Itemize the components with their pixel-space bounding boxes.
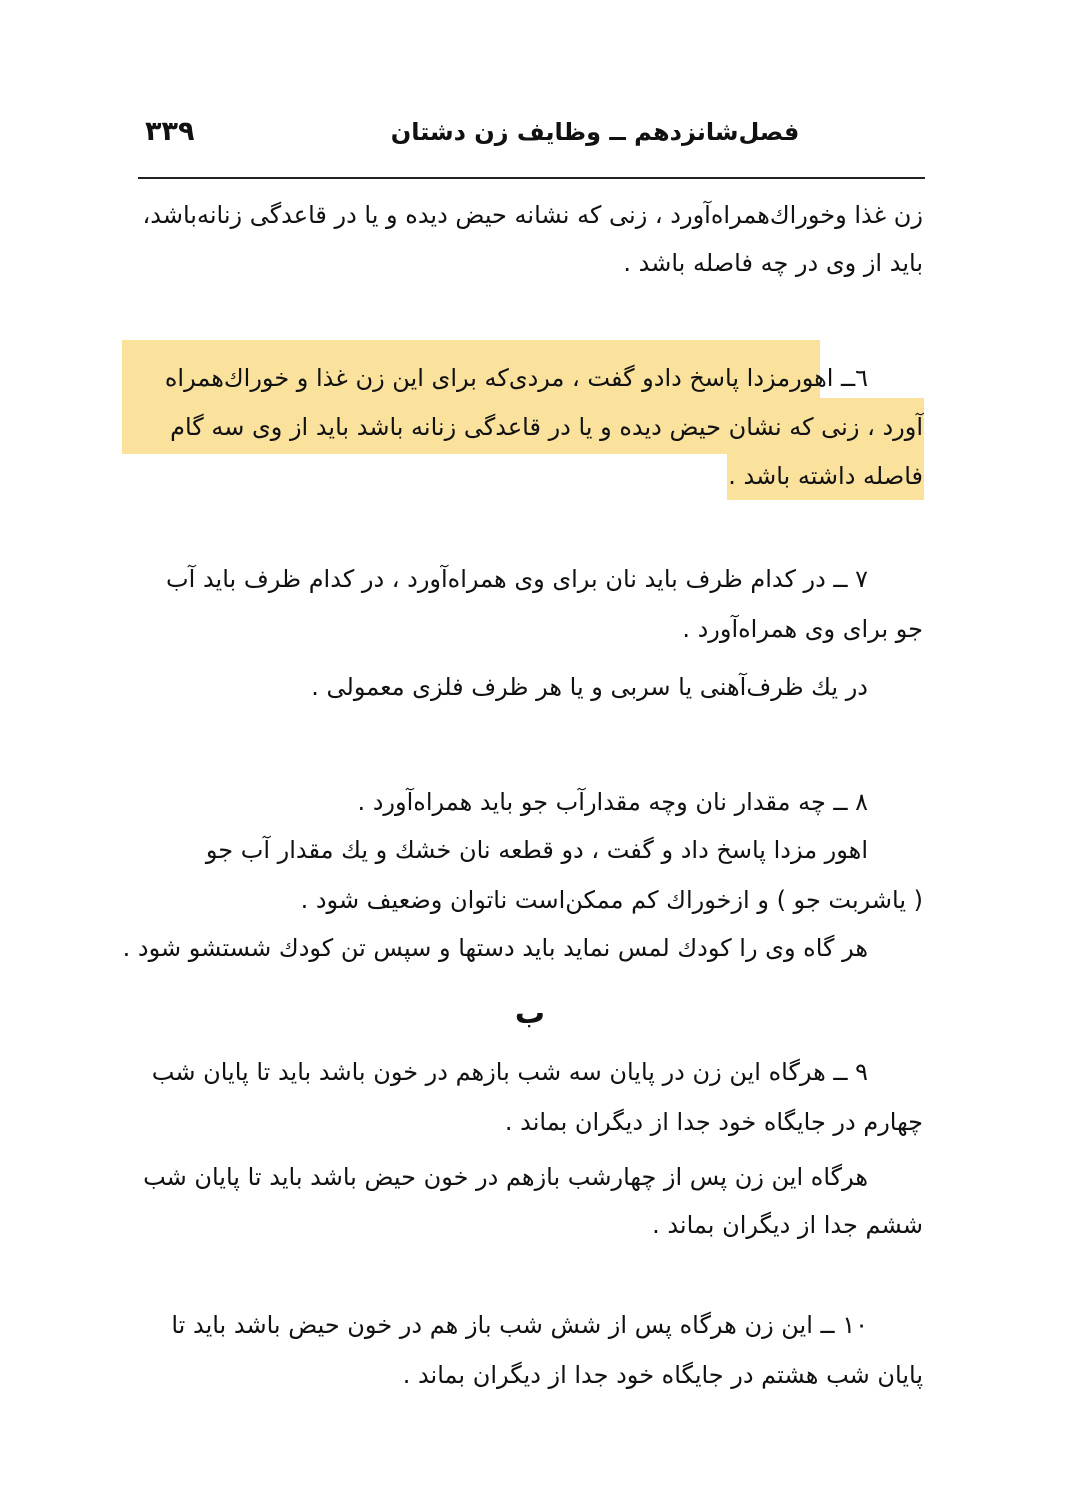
page-header: [135, 108, 925, 152]
running-head: فصل‌شانزدهم ــ وظایف زن دشتان: [390, 118, 800, 146]
text-line: ۸ ــ چه مقدار نان وچه مقدارآب جو باید همراه‌آورد .: [357, 788, 868, 816]
text-line: چهارم در جایگاه خود جدا از دیگران بماند .: [504, 1108, 923, 1136]
header-rule: [138, 177, 925, 179]
text-line: در یك ظرف‌آهنی یا سربی و یا هر ظرف فلزی معمولی .: [311, 673, 868, 701]
text-line: جو برای وی همراه‌آورد .: [682, 615, 923, 643]
text-line: باید از وی در چه فاصله باشد .: [623, 249, 923, 277]
text-line: اهور مزدا پاسخ داد و گفت ، دو قطعه نان خشك و یك مقدار آب جو: [205, 836, 868, 864]
text-line: ۹ ــ هرگاه این زن در پایان سه شب بازهم در خون باشد باید تا پایان شب: [151, 1058, 868, 1086]
text-line: ۱۰ ــ این زن هرگاه پس از شش شب باز هم در خون حیض باشد باید تا: [171, 1311, 868, 1339]
text-line: ششم جدا از دیگران بماند .: [652, 1211, 923, 1239]
text-line: ۷ ــ در کدام ظرف باید نان برای وی همراه‌آورد ، در کدام ظرف باید آب: [166, 565, 868, 593]
text-line: پایان شب هشتم در جایگاه خود جدا از دیگران بماند .: [402, 1361, 923, 1389]
text-line: ٦ــ اهورمزدا پاسخ دادو گفت ، مردی‌که برای این زن غذا و خوراك‌همراه: [164, 364, 868, 392]
text-line: هر گاه وی را کودك لمس نماید باید دستها و سپس تن کودك شستشو شود .: [122, 934, 868, 962]
text-line: آورد ، زنی که نشان حیض دیده و یا در قاعدگی زنانه باشد باید از وی سه گام: [170, 413, 923, 441]
text-line: هرگاه این زن پس از چهارشب بازهم در خون حیض باشد باید تا پایان شب: [143, 1163, 868, 1191]
text-line: زن غذا وخوراك‌همراه‌آورد ، زنی که نشانه حیض دیده و یا در قاعدگی زنانه‌باشد،: [142, 201, 923, 229]
text-line: ( یاشربت جو ) و ازخوراك کم ممکن‌است ناتوان وضعیف شود .: [300, 886, 923, 914]
page-number: ۳۳۹: [145, 116, 195, 147]
text-line: فاصله داشته باشد .: [728, 462, 923, 490]
section-letter: ب: [514, 996, 546, 1031]
